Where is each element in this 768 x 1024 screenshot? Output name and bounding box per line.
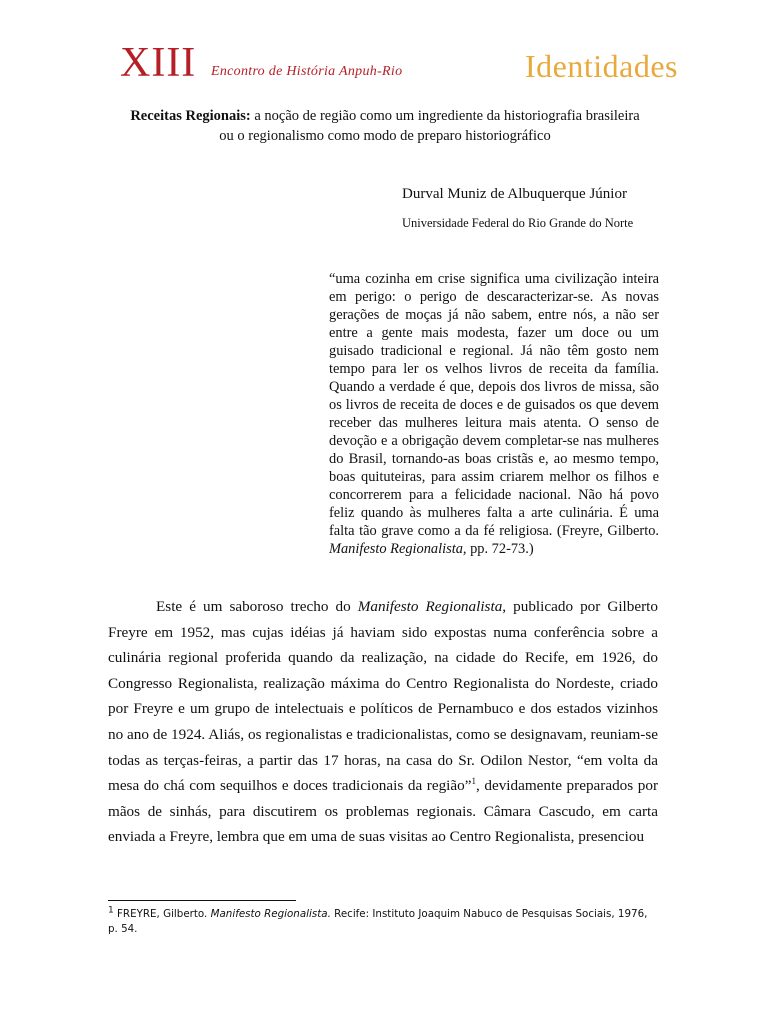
event-name: Encontro de História Anpuh-Rio [211, 64, 403, 79]
epigraph-pages: pp. 72-73.) [466, 541, 534, 557]
edition-numeral: XIII [120, 40, 197, 86]
body-work-title: Manifesto Regionalista [357, 598, 503, 615]
author-name: Durval Muniz de Albuquerque Júnior [402, 186, 627, 202]
footnote-divider [108, 900, 296, 901]
body-paragraph [108, 594, 658, 850]
title-rest: a noção de região como um ingrediente da historiografia brasileira [250, 108, 640, 124]
paper-title [90, 106, 680, 146]
epigraph-text: “uma cozinha em crise significa uma civilização inteira em perigo: o perigo de descaracterizar-se. As novas gerações de moças já não sabem, entre nós, a não ser entre a gente mais modesta, fazer um doce ou um guisado tradicional e regional. Já não têm gosto nem tempo para ler os velhos livros de receita da família. Quando a verdade é que, depois dos livros de missa, são os livros de receita de doces e de guisados os que devem receber das mulheres leitura mais atenta. O senso de devoção e a obrigação devem completar-se nas mulheres do Brasil, tornando-as boas cristãs e, ao mesmo tempo, boas quituteiras, para assim criarem melhor os filhos e concorrerem para a felicidade nacional. Não há povo feliz quando às mulheres falta a arte culinária. É uma falta tão grave como a da fé religiosa. (Freyre, Gilberto. [329, 271, 659, 539]
title-bold: Receitas Regionais: [130, 108, 251, 124]
theme-title: Identidades [525, 48, 678, 84]
footnote-work: Manifesto Regionalista. [210, 908, 331, 920]
footnote-text-b: Recife: Instituto Joaquim Nabuco de Pesquisas Sociais, 1976, p. 54. [108, 908, 648, 935]
title-line-1 [90, 106, 680, 126]
footnote [108, 907, 660, 937]
footnote-text-a: FREYRE, Gilberto. [113, 908, 211, 920]
epigraph-quote [329, 270, 659, 558]
body-text-b: , publicado por Gilberto Freyre em 1952, mas cujas idéias já haviam sido expostas numa conferência sobre a culinária regional proferida quando da realização, na cidade do Recife, em 1926, do Congresso Regionalista, realização máxima do Centro Regionalista do Nordeste, criado por Freyre e um grupo de intelectuais e políticos de Pernambuco e dos estados vizinhos no ano de 1924. Aliás, os regionalistas e tradicionalistas, como se designavam, reuniam-se todas as terças-feiras, a partir das 17 horas, na casa do Sr. Odilon Nestor, “em volta da mesa do chá com sequilhos e doces tradicionais da região” [108, 598, 658, 795]
title-line-2: ou o regionalismo como modo de preparo historiográfico [219, 128, 551, 144]
author-affiliation: Universidade Federal do Rio Grande do Norte [402, 216, 634, 230]
body-text-a: Este é um saboroso trecho do [156, 598, 358, 615]
footnote-number: 1 [108, 905, 114, 916]
epigraph-work: Manifesto Regionalista, [329, 541, 467, 557]
footnote-ref[interactable]: 1 [471, 776, 476, 787]
conference-header [120, 40, 680, 90]
body-text-c: , devidamente preparados por mãos de sinhás, para discutirem os problemas regionais. Câmara Cascudo, em carta enviada a Freyre, lembra que em uma de suas visitas ao Centro Regionalista, presenciou [108, 777, 659, 846]
